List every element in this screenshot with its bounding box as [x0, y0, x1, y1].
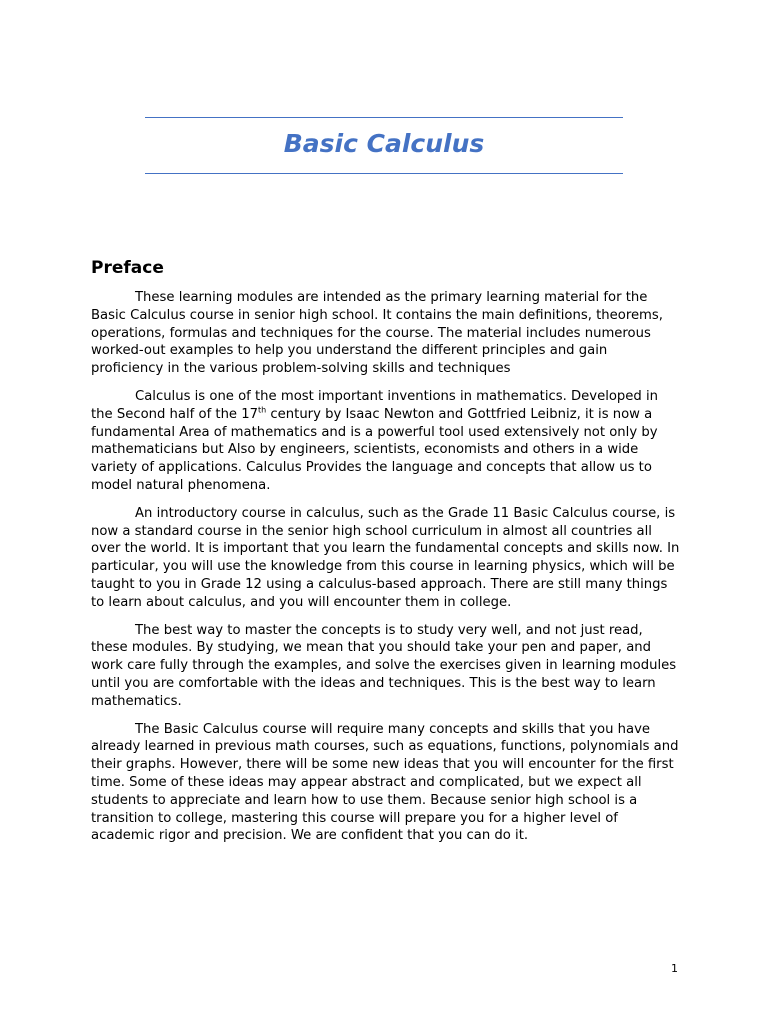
- paragraph-4: The best way to master the concepts is to study very well, and not just read, these modules. By studying, we mean that you should take your pen and paper, and work care fully through the examples, and solve the exercises given in learning modules until you are comfortable with the ideas and techniques. This is the best way to learn mathematics.: [91, 622, 677, 709]
- title-top-rule: [145, 117, 623, 118]
- paragraph-3: An introductory course in calculus, such as the Grade 11 Basic Calculus course, is now a standard course in the senior high school curriculum in almost all countries all over the world. It is important that you learn the fundamental concepts and skills now. In particular, you will use the knowledge from this course in learning physics, which will be taught to you in Grade 12 using a calculus-based approach. There are still many things to learn about calculus, and you will encounter them in college.: [91, 505, 680, 610]
- page-number: 1: [671, 962, 678, 975]
- paragraph-2-end: century by Isaac Newton and Gottfried Leibniz, it is now a fundamental Area of mathematics and is a powerful tool used extensively not only by mathematicians but Also by engineers, scientists, economists and others in a wide variety of applications. Calculus Provides the language and concepts that allow us to model natural phenomena.: [91, 406, 658, 493]
- paragraph-1: These learning modules are intended as the primary learning material for the Basic Calculus course in senior high school. It contains the main definitions, theorems, operations, formulas and techniques for the course. The material includes numerous worked-out examples to help you understand the different principles and gain proficiency in the various problem-solving skills and techniques: [91, 290, 663, 377]
- document-title: Basic Calculus: [283, 129, 485, 158]
- preface-body: [91, 289, 683, 855]
- paragraph-2-start: Calculus is one of the most important inventions in mathematics. Developed in the Second half of the 17: [91, 388, 658, 422]
- paragraph-5: The Basic Calculus course will require many concepts and skills that you have already learned in previous math courses, such as equations, functions, polynomials and their graphs. However, there will be some new ideas that you will encounter for the first time. Some of these ideas may appear abstract and complicated, but we expect all students to appreciate and learn how to use them. Because senior high school is a transition to college, mastering this course will prepare you for a higher level of academic rigor and precision. We are confident that you can do it.: [91, 721, 679, 844]
- section-heading-preface: Preface: [91, 258, 164, 278]
- title-bottom-rule: [145, 173, 623, 174]
- paragraph-2: [91, 388, 683, 495]
- ordinal-superscript: th: [258, 405, 267, 415]
